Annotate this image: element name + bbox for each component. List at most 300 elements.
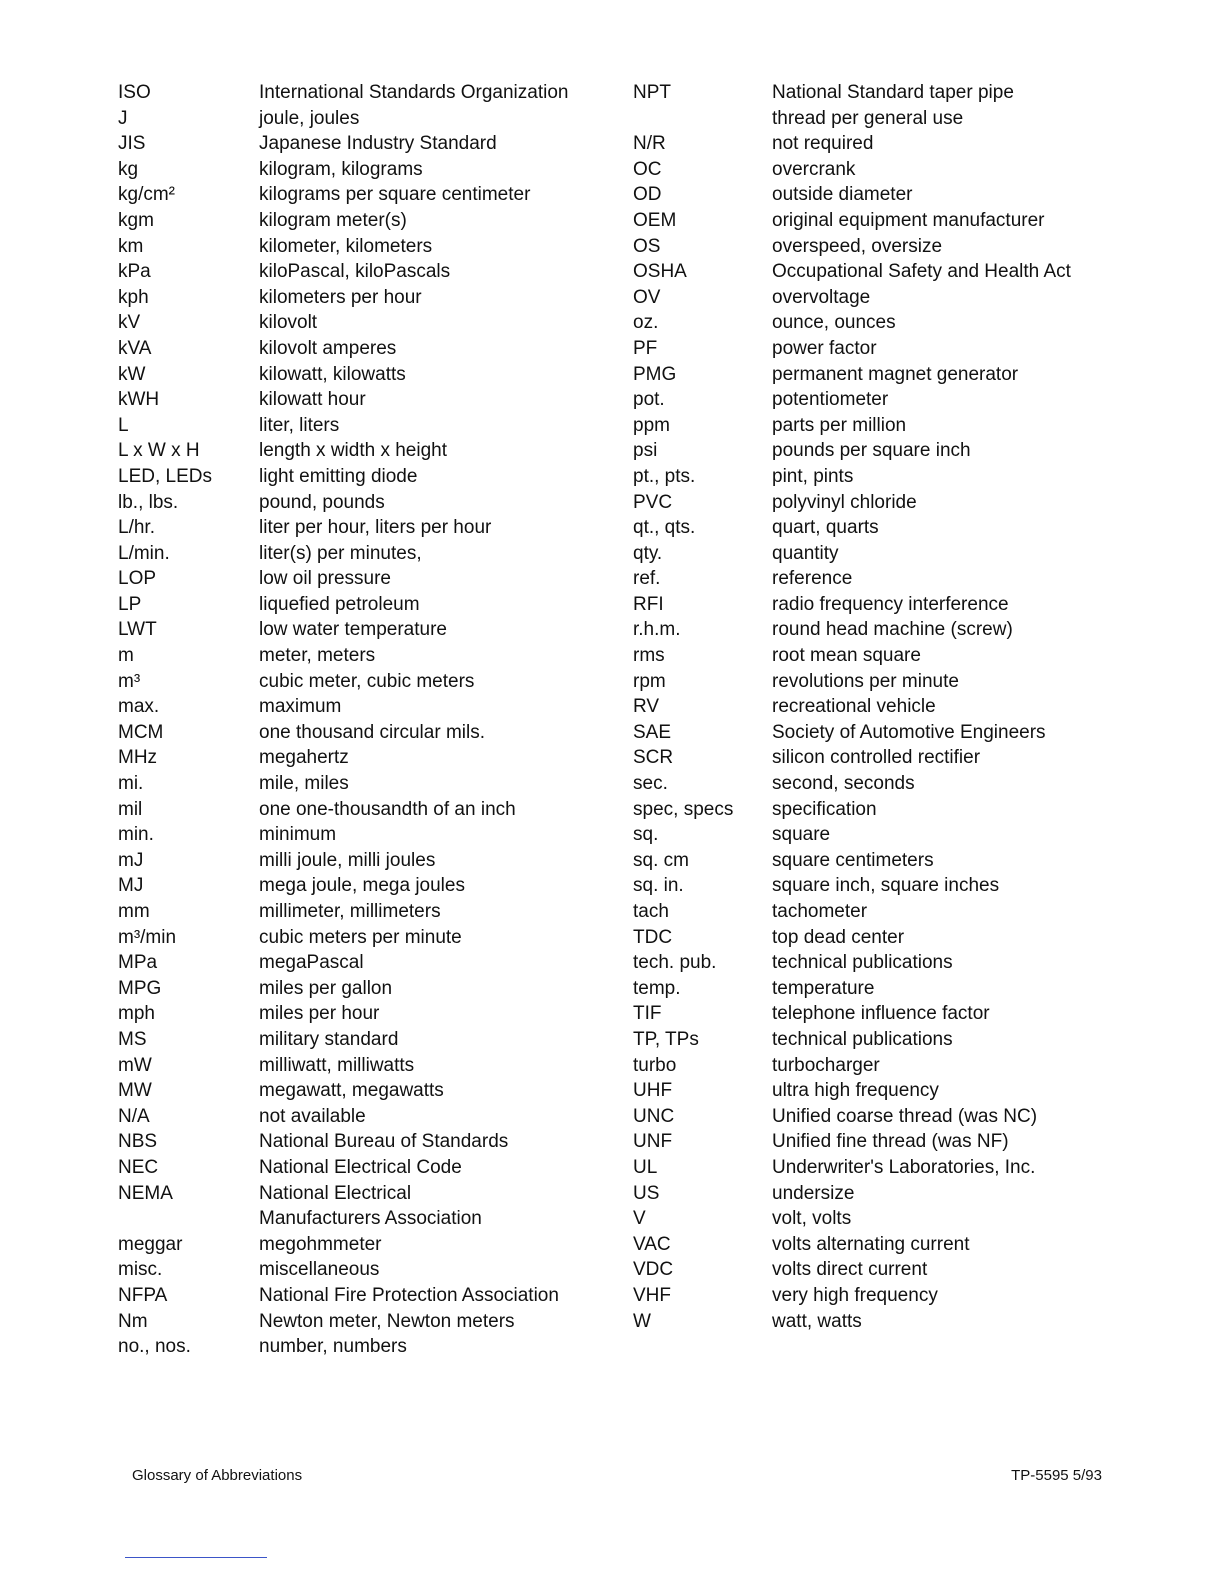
glossary-entry xyxy=(118,771,608,797)
glossary-left-column xyxy=(118,80,608,1360)
glossary-abbreviation: JIS xyxy=(118,133,146,155)
glossary-definition: quart, quarts xyxy=(772,517,879,539)
footer-title: Glossary of Abbreviations xyxy=(132,1467,303,1484)
glossary-abbreviation: MPG xyxy=(118,977,162,999)
glossary-entry xyxy=(633,413,1103,439)
glossary-definition: pint, pints xyxy=(772,465,854,487)
glossary-abbreviation: N/A xyxy=(118,1105,150,1127)
glossary-definition: millimeter, millimeters xyxy=(259,901,441,922)
glossary-entry xyxy=(633,643,1103,669)
glossary-definition: low water temperature xyxy=(259,619,447,641)
glossary-abbreviation: US xyxy=(633,1182,660,1204)
glossary-entry xyxy=(633,182,1103,208)
glossary-entry xyxy=(633,1027,1103,1053)
glossary-abbreviation: SAE xyxy=(633,721,672,743)
glossary-abbreviation: VDC xyxy=(633,1259,674,1281)
glossary-entry xyxy=(118,1027,608,1053)
glossary-abbreviation: m³/min xyxy=(118,926,177,948)
glossary-entry xyxy=(633,1309,1103,1335)
glossary-abbreviation: RFI xyxy=(633,593,664,615)
glossary-entry xyxy=(118,285,608,311)
glossary-definition: volt, volts xyxy=(772,1208,852,1230)
glossary-definition: Newton meter, Newton meters xyxy=(259,1310,515,1332)
glossary-entry xyxy=(633,822,1103,848)
glossary-entry xyxy=(118,1078,608,1104)
glossary-abbreviation: NBS xyxy=(118,1131,158,1153)
glossary-definition: square inch, square inches xyxy=(772,875,1000,897)
glossary-entry xyxy=(118,950,608,976)
glossary-definition: thread per general use xyxy=(772,107,964,129)
glossary-definition: one thousand circular mils. xyxy=(259,721,485,743)
glossary-entry xyxy=(633,617,1103,643)
glossary-abbreviation: OEM xyxy=(633,209,677,231)
glossary-abbreviation: SCR xyxy=(633,747,674,769)
glossary-definition: technical publications xyxy=(772,952,953,974)
glossary-abbreviation: turbo xyxy=(633,1054,677,1076)
glossary-abbreviation: m xyxy=(118,645,134,667)
glossary-definition: liter(s) per minutes, xyxy=(259,542,422,564)
glossary-abbreviation: tach xyxy=(633,901,669,922)
glossary-entry xyxy=(118,413,608,439)
glossary-abbreviation: MPa xyxy=(118,952,158,974)
glossary-abbreviation: kW xyxy=(118,363,146,385)
glossary-entry xyxy=(633,1232,1103,1258)
glossary-abbreviation: UNC xyxy=(633,1105,675,1127)
glossary-entry xyxy=(633,592,1103,618)
glossary-definition: pound, pounds xyxy=(259,491,385,513)
glossary-definition: potentiometer xyxy=(772,389,889,411)
glossary-abbreviation: MCM xyxy=(118,721,164,743)
glossary-definition: megaPascal xyxy=(259,952,364,974)
glossary-entry xyxy=(118,1181,608,1207)
glossary-definition: kilowatt hour xyxy=(259,389,366,411)
glossary-definition: mile, miles xyxy=(259,773,349,795)
glossary-abbreviation: PVC xyxy=(633,491,673,513)
glossary-definition: original equipment manufacturer xyxy=(772,209,1045,231)
glossary-entry xyxy=(633,1129,1103,1155)
glossary-entry xyxy=(633,515,1103,541)
glossary-abbreviation: NFPA xyxy=(118,1284,168,1306)
glossary-entry xyxy=(118,873,608,899)
glossary-abbreviation: N/R xyxy=(633,133,666,155)
glossary-entry xyxy=(633,157,1103,183)
glossary-entry xyxy=(118,234,608,260)
glossary-abbreviation: ISO xyxy=(118,82,151,103)
glossary-definition: kilovolt xyxy=(259,312,318,334)
glossary-definition: root mean square xyxy=(772,645,921,667)
glossary-entry xyxy=(633,566,1103,592)
glossary-abbreviation: sq. xyxy=(633,824,659,846)
glossary-definition: revolutions per minute xyxy=(772,670,959,692)
glossary-entry xyxy=(118,310,608,336)
glossary-definition: Underwriter's Laboratories, Inc. xyxy=(772,1156,1036,1178)
glossary-abbreviation: MHz xyxy=(118,747,158,769)
glossary-definition: kilogram, kilograms xyxy=(259,158,423,180)
glossary-abbreviation: mm xyxy=(118,901,150,922)
glossary-definition: top dead center xyxy=(772,926,905,948)
glossary-definition: reference xyxy=(772,568,853,590)
glossary-definition: very high frequency xyxy=(772,1284,938,1306)
glossary-definition: undersize xyxy=(772,1182,855,1204)
glossary-abbreviation: TP, TPs xyxy=(633,1028,699,1050)
glossary-definition: length x width x height xyxy=(259,440,448,462)
glossary-definition: number, numbers xyxy=(259,1336,407,1358)
glossary-definition: military standard xyxy=(259,1028,399,1050)
glossary-definition: parts per million xyxy=(772,414,907,436)
glossary-entry xyxy=(118,566,608,592)
glossary-definition: telephone influence factor xyxy=(772,1003,990,1025)
glossary-entry xyxy=(118,643,608,669)
glossary-definition: meter, meters xyxy=(259,645,376,667)
glossary-abbreviation: tech. pub. xyxy=(633,952,717,974)
glossary-abbreviation: sq. cm xyxy=(633,849,689,871)
glossary-entry xyxy=(118,1001,608,1027)
glossary-definition: Japanese Industry Standard xyxy=(259,133,497,155)
glossary-entry xyxy=(118,925,608,951)
glossary-abbreviation: OS xyxy=(633,235,661,257)
glossary-abbreviation: kV xyxy=(118,312,141,334)
glossary-entry xyxy=(633,899,1103,925)
glossary-definition: recreational vehicle xyxy=(772,696,936,718)
glossary-definition: kilometer, kilometers xyxy=(259,235,433,257)
glossary-entry xyxy=(633,80,1103,106)
glossary-entry xyxy=(118,259,608,285)
glossary-abbreviation: no., nos. xyxy=(118,1336,191,1358)
glossary-definition: quantity xyxy=(772,542,839,564)
glossary-abbreviation: misc. xyxy=(118,1259,163,1281)
glossary-abbreviation: LED, LEDs xyxy=(118,465,212,487)
glossary-entry xyxy=(118,515,608,541)
glossary-definition: specification xyxy=(772,798,877,820)
glossary-abbreviation: TDC xyxy=(633,926,673,948)
glossary-entry xyxy=(118,1104,608,1130)
glossary-definition: mega joule, mega joules xyxy=(259,875,465,897)
glossary-definition: miscellaneous xyxy=(259,1259,380,1281)
glossary-definition: National Fire Protection Association xyxy=(259,1284,559,1306)
glossary-entry xyxy=(633,976,1103,1002)
glossary-entry xyxy=(118,464,608,490)
glossary-entry xyxy=(118,1257,608,1283)
glossary-entry xyxy=(633,1206,1103,1232)
glossary-abbreviation: NEC xyxy=(118,1156,159,1178)
glossary-abbreviation: rms xyxy=(633,645,665,667)
glossary-entry xyxy=(118,976,608,1002)
glossary-definition: pounds per square inch xyxy=(772,440,971,462)
glossary-definition: one one-thousandth of an inch xyxy=(259,798,516,820)
glossary-entry xyxy=(118,387,608,413)
glossary-definition: silicon controlled rectifier xyxy=(772,747,981,769)
glossary-abbreviation: sec. xyxy=(633,773,668,795)
glossary-abbreviation: LP xyxy=(118,593,142,615)
glossary-definition: kilowatt, kilowatts xyxy=(259,363,406,385)
glossary-definition: liquefied petroleum xyxy=(259,593,420,615)
glossary-definition: turbocharger xyxy=(772,1054,880,1076)
glossary-entry xyxy=(633,336,1103,362)
glossary-definition: overcrank xyxy=(772,158,856,180)
glossary-entry xyxy=(633,490,1103,516)
glossary-entry xyxy=(118,1053,608,1079)
glossary-entry xyxy=(118,899,608,925)
glossary-entry xyxy=(633,771,1103,797)
glossary-entry xyxy=(633,1001,1103,1027)
glossary-abbreviation: W xyxy=(633,1310,651,1332)
glossary-entry xyxy=(118,1206,608,1232)
glossary-definition: joule, joules xyxy=(259,107,360,129)
glossary-entry xyxy=(118,797,608,823)
glossary-definition: Occupational Safety and Health Act xyxy=(772,261,1071,283)
glossary-abbreviation: mph xyxy=(118,1003,155,1025)
glossary-entry xyxy=(633,1181,1103,1207)
glossary-entry xyxy=(118,541,608,567)
glossary-definition: not available xyxy=(259,1105,366,1127)
glossary-abbreviation: OV xyxy=(633,286,661,308)
glossary-definition: second, seconds xyxy=(772,773,915,795)
glossary-entry xyxy=(118,1155,608,1181)
glossary-abbreviation: NEMA xyxy=(118,1182,173,1204)
glossary-abbreviation: kg xyxy=(118,158,139,180)
glossary-abbreviation: kph xyxy=(118,286,149,308)
glossary-entry xyxy=(118,157,608,183)
glossary-entry xyxy=(118,1283,608,1309)
glossary-entry xyxy=(633,925,1103,951)
glossary-abbreviation: lb., lbs. xyxy=(118,491,179,513)
glossary-abbreviation: kPa xyxy=(118,261,151,283)
glossary-abbreviation: mi. xyxy=(118,773,144,795)
glossary-definition: permanent magnet generator xyxy=(772,363,1019,385)
glossary-abbreviation: OSHA xyxy=(633,261,687,283)
glossary-definition: milli joule, milli joules xyxy=(259,849,436,871)
glossary-entry xyxy=(118,1334,608,1360)
glossary-definition: kilovolt amperes xyxy=(259,337,397,359)
glossary-entry xyxy=(633,387,1103,413)
glossary-entry xyxy=(633,285,1103,311)
glossary-entry xyxy=(118,1309,608,1335)
glossary-entry xyxy=(118,745,608,771)
glossary-definition: megahertz xyxy=(259,747,349,769)
glossary-abbreviation: LOP xyxy=(118,568,157,590)
glossary-entry xyxy=(633,208,1103,234)
glossary-entry xyxy=(633,669,1103,695)
glossary-abbreviation: mJ xyxy=(118,849,144,871)
glossary-abbreviation: oz. xyxy=(633,312,659,334)
glossary-abbreviation: Nm xyxy=(118,1310,148,1332)
glossary-entry xyxy=(118,208,608,234)
glossary-abbreviation: PMG xyxy=(633,363,677,385)
glossary-entry xyxy=(118,720,608,746)
glossary-definition: National Standard taper pipe xyxy=(772,82,1014,103)
glossary-definition: low oil pressure xyxy=(259,568,391,590)
glossary-definition: cubic meters per minute xyxy=(259,926,462,948)
glossary-definition: kilogram meter(s) xyxy=(259,209,407,231)
glossary-entry xyxy=(118,490,608,516)
glossary-entry xyxy=(118,617,608,643)
glossary-abbreviation: rpm xyxy=(633,670,666,692)
glossary-abbreviation: pt., pts. xyxy=(633,465,696,487)
glossary-entry xyxy=(118,438,608,464)
glossary-abbreviation: mW xyxy=(118,1054,152,1076)
glossary-abbreviation: ppm xyxy=(633,414,670,436)
glossary-entry xyxy=(118,336,608,362)
glossary-abbreviation: UHF xyxy=(633,1080,673,1102)
glossary-entry xyxy=(633,438,1103,464)
glossary-definition: miles per hour xyxy=(259,1003,380,1025)
glossary-definition: kilograms per square centimeter xyxy=(259,184,531,206)
glossary-definition: watt, watts xyxy=(772,1310,862,1332)
glossary-abbreviation: m³ xyxy=(118,670,141,692)
glossary-entry xyxy=(633,1078,1103,1104)
glossary-entry xyxy=(633,362,1103,388)
glossary-entry xyxy=(118,822,608,848)
glossary-abbreviation: kg/cm² xyxy=(118,184,175,206)
glossary-definition: volts direct current xyxy=(772,1259,928,1281)
glossary-abbreviation: V xyxy=(633,1208,646,1230)
glossary-definition: minimum xyxy=(259,824,337,846)
glossary-definition: ultra high frequency xyxy=(772,1080,939,1102)
glossary-entry xyxy=(633,694,1103,720)
glossary-definition: Manufacturers Association xyxy=(259,1208,482,1230)
glossary-abbreviation: mil xyxy=(118,798,143,820)
glossary-abbreviation: sq. in. xyxy=(633,875,684,897)
glossary-definition: liter per hour, liters per hour xyxy=(259,517,492,539)
glossary-definition: maximum xyxy=(259,696,342,718)
glossary-abbreviation: TIF xyxy=(633,1003,662,1025)
glossary-entry xyxy=(118,131,608,157)
glossary-abbreviation: VHF xyxy=(633,1284,671,1306)
glossary-definition: not required xyxy=(772,133,874,155)
glossary-definition: overspeed, oversize xyxy=(772,235,943,257)
glossary-abbreviation: LWT xyxy=(118,619,157,641)
glossary-entry xyxy=(633,797,1103,823)
glossary-entry xyxy=(633,541,1103,567)
glossary-abbreviation: kWH xyxy=(118,389,160,411)
glossary-entry xyxy=(633,1283,1103,1309)
glossary-definition: overvoltage xyxy=(772,286,871,308)
glossary-definition: light emitting diode xyxy=(259,465,418,487)
glossary-entry xyxy=(633,1257,1103,1283)
glossary-abbreviation: r.h.m. xyxy=(633,619,681,641)
glossary-abbreviation: temp. xyxy=(633,977,681,999)
glossary-entry xyxy=(633,259,1103,285)
glossary-definition: Unified coarse thread (was NC) xyxy=(772,1105,1038,1127)
glossary-entry xyxy=(118,182,608,208)
footer-doc-number: TP-5595 5/93 xyxy=(1011,1467,1102,1484)
glossary-abbreviation: RV xyxy=(633,696,660,718)
glossary-entry xyxy=(633,1155,1103,1181)
glossary-entry xyxy=(633,950,1103,976)
glossary-definition: megawatt, megawatts xyxy=(259,1080,444,1102)
glossary-abbreviation: min. xyxy=(118,824,154,846)
glossary-entry xyxy=(118,669,608,695)
glossary-abbreviation: pot. xyxy=(633,389,665,411)
glossary-entry xyxy=(118,1129,608,1155)
glossary-entry xyxy=(118,106,608,132)
glossary-entry xyxy=(633,1104,1103,1130)
glossary-abbreviation: qt., qts. xyxy=(633,517,696,539)
glossary-definition: temperature xyxy=(772,977,875,999)
glossary-entry xyxy=(633,1053,1103,1079)
glossary-entry xyxy=(633,234,1103,260)
glossary-definition: International Standards Organization xyxy=(259,82,569,103)
glossary-abbreviation: L/hr. xyxy=(118,517,155,539)
glossary-definition: round head machine (screw) xyxy=(772,619,1013,641)
glossary-abbreviation: L xyxy=(118,414,129,436)
glossary-definition: tachometer xyxy=(772,901,868,922)
glossary-entry xyxy=(118,848,608,874)
glossary-abbreviation: OD xyxy=(633,184,662,206)
glossary-definition: outside diameter xyxy=(772,184,913,206)
glossary-definition: megohmmeter xyxy=(259,1233,382,1255)
glossary-definition: volts alternating current xyxy=(772,1233,970,1255)
glossary-definition: Society of Automotive Engineers xyxy=(772,721,1046,743)
footer-link-underline xyxy=(125,1557,267,1558)
glossary-entry xyxy=(633,873,1103,899)
glossary-definition: cubic meter, cubic meters xyxy=(259,670,475,692)
glossary-entry xyxy=(118,694,608,720)
glossary-abbreviation: qty. xyxy=(633,542,663,564)
glossary-definition: National Electrical xyxy=(259,1182,412,1204)
glossary-entry xyxy=(118,592,608,618)
glossary-abbreviation: MW xyxy=(118,1080,152,1102)
glossary-definition: kilometers per hour xyxy=(259,286,422,308)
glossary-abbreviation: kgm xyxy=(118,209,154,231)
glossary-abbreviation: MJ xyxy=(118,875,144,897)
glossary-definition: miles per gallon xyxy=(259,977,393,999)
glossary-entry xyxy=(118,1232,608,1258)
glossary-abbreviation: L/min. xyxy=(118,542,170,564)
glossary-entry xyxy=(633,464,1103,490)
glossary-abbreviation: km xyxy=(118,235,144,257)
glossary-right-column xyxy=(633,80,1103,1334)
glossary-entry xyxy=(633,106,1103,132)
glossary-definition: National Electrical Code xyxy=(259,1156,462,1178)
glossary-abbreviation: max. xyxy=(118,696,160,718)
glossary-abbreviation: spec, specs xyxy=(633,798,734,820)
glossary-entry xyxy=(633,720,1103,746)
glossary-entry xyxy=(633,131,1103,157)
glossary-definition: kiloPascal, kiloPascals xyxy=(259,261,451,283)
glossary-abbreviation: UL xyxy=(633,1156,658,1178)
glossary-entry xyxy=(633,848,1103,874)
glossary-definition: polyvinyl chloride xyxy=(772,491,917,513)
glossary-definition: ounce, ounces xyxy=(772,312,896,334)
glossary-abbreviation: kVA xyxy=(118,337,152,359)
glossary-abbreviation: UNF xyxy=(633,1131,673,1153)
glossary-entry xyxy=(633,310,1103,336)
glossary-abbreviation: MS xyxy=(118,1028,147,1050)
glossary-abbreviation: J xyxy=(118,107,128,129)
glossary-abbreviation: NPT xyxy=(633,82,671,103)
glossary-abbreviation: OC xyxy=(633,158,662,180)
glossary-definition: technical publications xyxy=(772,1028,953,1050)
glossary-definition: square centimeters xyxy=(772,849,934,871)
glossary-definition: power factor xyxy=(772,337,877,359)
glossary-abbreviation: meggar xyxy=(118,1233,183,1255)
glossary-definition: radio frequency interference xyxy=(772,593,1009,615)
glossary-definition: liter, liters xyxy=(259,414,340,436)
glossary-definition: National Bureau of Standards xyxy=(259,1131,509,1153)
glossary-abbreviation: PF xyxy=(633,337,658,359)
glossary-abbreviation: L x W x H xyxy=(118,440,200,462)
glossary-entry xyxy=(118,80,608,106)
glossary-entry xyxy=(633,745,1103,771)
glossary-definition: milliwatt, milliwatts xyxy=(259,1054,415,1076)
glossary-definition: Unified fine thread (was NF) xyxy=(772,1131,1009,1153)
glossary-abbreviation: ref. xyxy=(633,568,661,590)
glossary-abbreviation: psi xyxy=(633,440,658,462)
glossary-entry xyxy=(118,362,608,388)
glossary-abbreviation: VAC xyxy=(633,1233,671,1255)
glossary-definition: square xyxy=(772,824,831,846)
